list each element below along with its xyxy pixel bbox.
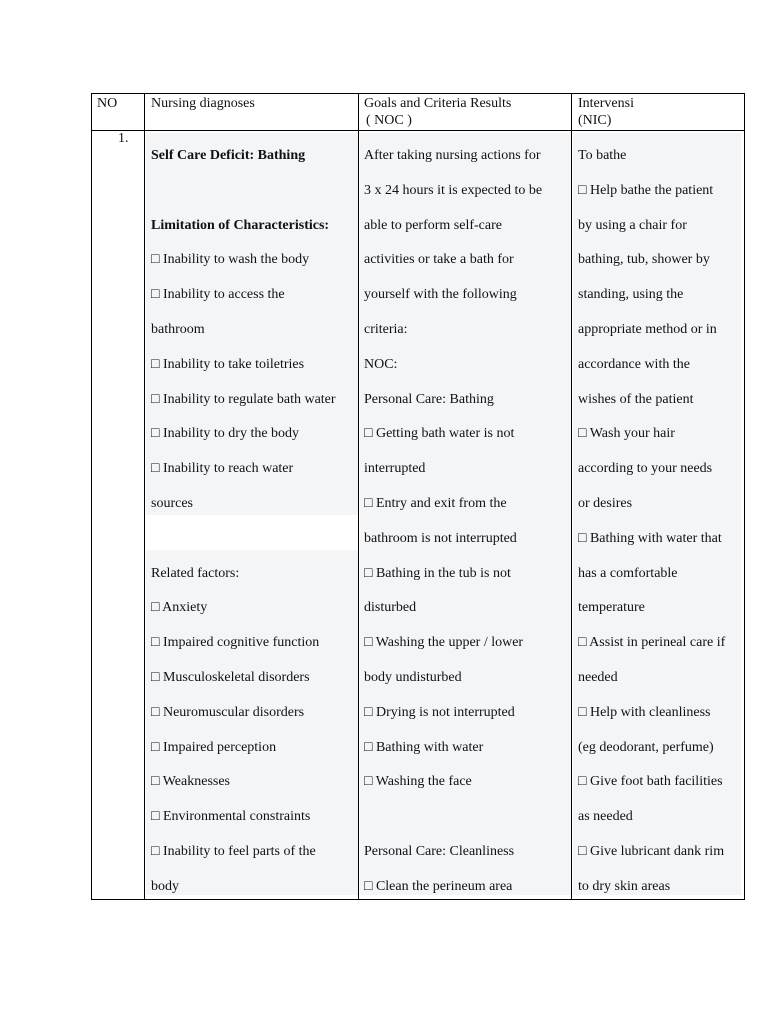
intervention-line: □ Wash your hair [578, 426, 675, 442]
diagnosis-line: □ Musculoskeletal disorders [151, 669, 310, 685]
intervention-line: accordance with the [578, 356, 690, 372]
header-interventions [578, 95, 634, 129]
divider-col-2 [358, 94, 359, 899]
divider-col-1 [144, 94, 145, 899]
header-goals-line2: ( NOC ) [366, 113, 412, 128]
intervention-line: □ Help with cleanliness [578, 704, 711, 720]
diagnosis-line: □ Inability to dry the body [151, 426, 300, 442]
intervention-line: (eg deodorant, perfume) [578, 739, 714, 755]
diagnosis-line: sources [151, 495, 193, 511]
diagnosis-line: body [151, 878, 179, 894]
goal-line: able to perform self-care [364, 217, 502, 233]
header-interventions-line2: (NIC) [578, 113, 612, 128]
goal-line: bathroom is not interrupted [364, 530, 517, 546]
diagnosis-line: □ Environmental constraints [151, 809, 311, 825]
header-divider [92, 130, 744, 131]
diagnosis-line: □ Inability to take toiletries [151, 356, 305, 372]
intervention-line: as needed [578, 809, 633, 825]
interventions-column [578, 146, 725, 912]
intervention-line: appropriate method or in [578, 321, 717, 337]
intervention-line: wishes of the patient [578, 391, 694, 407]
goal-line: □ Clean the perineum area [364, 878, 513, 894]
goal-line: disturbed [364, 600, 417, 616]
goal-line: Personal Care: Cleanliness [364, 843, 515, 859]
goal-line: □ Bathing with water [364, 739, 484, 755]
goal-line: After taking nursing actions for [364, 148, 541, 163]
header-diagnoses: Nursing diagnoses [151, 96, 255, 111]
diagnosis-line: □ Inability to regulate bath water [151, 391, 336, 407]
goal-line [364, 807, 542, 842]
diagnosis-line: Self Care Deficit: Bathing [151, 148, 306, 163]
diagnoses-column [151, 146, 336, 912]
row-number: 1. [118, 131, 129, 146]
goal-line: yourself with the following [364, 287, 517, 303]
intervention-line: □ Help bathe the patient [578, 182, 714, 198]
goal-line: criteria: [364, 321, 408, 337]
goal-line: NOC: [364, 356, 398, 372]
diagnosis-line [151, 181, 336, 216]
intervention-line: or desires [578, 495, 633, 511]
goal-line: □ Drying is not interrupted [364, 704, 515, 720]
intervention-line: needed [578, 669, 618, 685]
goal-line: body undisturbed [364, 669, 462, 685]
goal-line: □ Washing the face [364, 774, 472, 790]
intervention-line: bathing, tub, shower by [578, 252, 710, 268]
goals-column [364, 146, 542, 912]
goal-line: □ Getting bath water is not [364, 426, 515, 442]
goal-line: □ Entry and exit from the [364, 495, 507, 511]
header-goals [364, 95, 511, 129]
diagnosis-line: Related factors: [151, 565, 240, 581]
goal-line: interrupted [364, 461, 426, 477]
goal-line: □ Washing the upper / lower [364, 635, 524, 651]
intervention-line: To bathe [578, 148, 627, 163]
intervention-line: □ Give foot bath facilities [578, 774, 723, 790]
intervention-line: according to your needs [578, 461, 713, 477]
goal-line: 3 x 24 hours it is expected to be [364, 182, 543, 198]
divider-col-3 [571, 94, 572, 899]
goal-line: activities or take a bath for [364, 252, 514, 268]
intervention-line: □ Assist in perineal care if [578, 635, 726, 651]
intervention-line: □ Give lubricant dank rim [578, 843, 725, 859]
diagnosis-line: □ Inability to wash the body [151, 252, 310, 268]
diagnosis-line: □ Neuromuscular disorders [151, 704, 305, 720]
intervention-line: has a comfortable [578, 565, 678, 581]
header-no: NO [97, 96, 118, 111]
diagnosis-line: □ Inability to feel parts of the [151, 843, 316, 859]
goal-line: Personal Care: Bathing [364, 391, 494, 407]
intervention-line: to dry skin areas [578, 878, 671, 894]
header-interventions-line1: Intervensi [578, 96, 634, 111]
diagnosis-line: □ Impaired cognitive function [151, 635, 320, 651]
diagnosis-line: □ Inability to reach water [151, 461, 294, 477]
header-goals-line1: Goals and Criteria Results [364, 96, 512, 111]
diagnosis-line [151, 529, 336, 564]
intervention-line: temperature [578, 600, 645, 616]
diagnosis-line: □ Weaknesses [151, 774, 230, 790]
diagnosis-line: □ Inability to access the [151, 287, 285, 303]
intervention-line: □ Bathing with water that [578, 530, 722, 546]
diagnosis-line: □ Impaired perception [151, 739, 277, 755]
diagnosis-line: □ Anxiety [151, 600, 208, 616]
intervention-line: by using a chair for [578, 217, 687, 233]
goal-line: □ Bathing in the tub is not [364, 565, 511, 581]
diagnosis-line: bathroom [151, 321, 205, 337]
intervention-line: standing, using the [578, 287, 684, 303]
diagnosis-line: Limitation of Characteristics: [151, 217, 330, 233]
